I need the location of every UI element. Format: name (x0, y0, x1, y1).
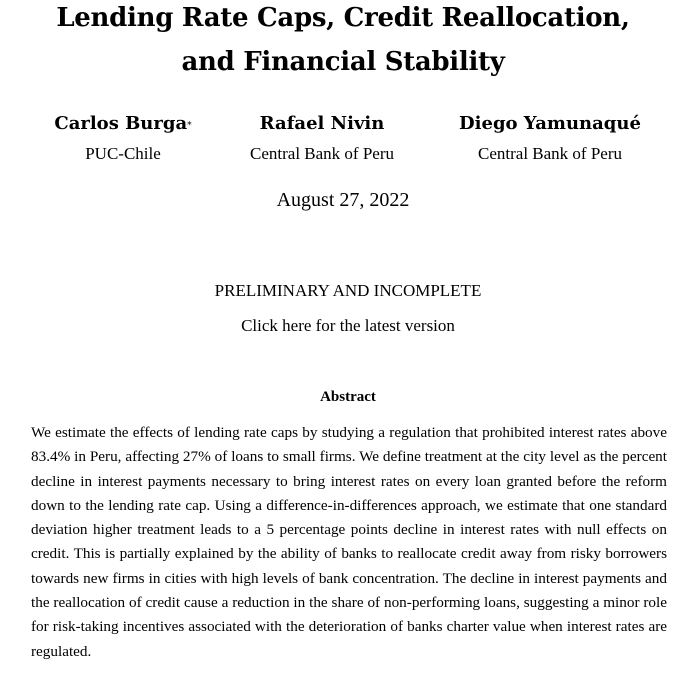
paper-title (0, 0, 686, 84)
author-name: Diego Yamunaqué (459, 113, 641, 134)
abstract-body: We estimate the effects of lending rate caps by studying a regulation that prohibited interest rates above 83.4% in Peru, affecting 27% of loans to small firms. We define treatment at the city level as the percent decline in interest payments necessary to bring interest rates on every loan granted before the reform down to the lending rate cap. Using a difference-in-differences approach, we estimate that one standard deviation higher treatment leads to a 5 percentage points decline in interest rates with null effects on credit. This is partially explained by the ability of banks to reallocate credit away from risky borrowers towards new firms in cities with high levels of bank concentration. The decline in interest payments and the reallocation of credit cause a reduction in the share of non-performing loans, suggesting a minor role for risk-taking incentives associated with the deterioration of banks charter value when interest rates are regulated. (31, 424, 667, 660)
author-affiliation: Central Bank of Peru (250, 144, 394, 163)
author-name: Rafael Nivin (259, 113, 385, 134)
author-block-2 (212, 112, 432, 166)
author-block-3 (440, 112, 660, 166)
status-note: PRELIMINARY AND INCOMPLETE (214, 281, 482, 300)
latest-version-link[interactable]: Click here for the latest version (241, 316, 455, 335)
author-affiliation: Central Bank of Peru (478, 144, 622, 163)
author-name: Carlos Burga* (54, 113, 192, 134)
abstract-heading: Abstract (320, 389, 376, 405)
author-affiliation: PUC-Chile (85, 144, 161, 163)
paper-title-line-2: and Financial Stability (181, 47, 505, 77)
author-footnote-mark: * (187, 121, 192, 131)
paper-title-line-1: Lending Rate Caps, Credit Reallocation, (56, 3, 630, 33)
paper-date: August 27, 2022 (276, 189, 410, 211)
author-block-1 (13, 112, 233, 166)
